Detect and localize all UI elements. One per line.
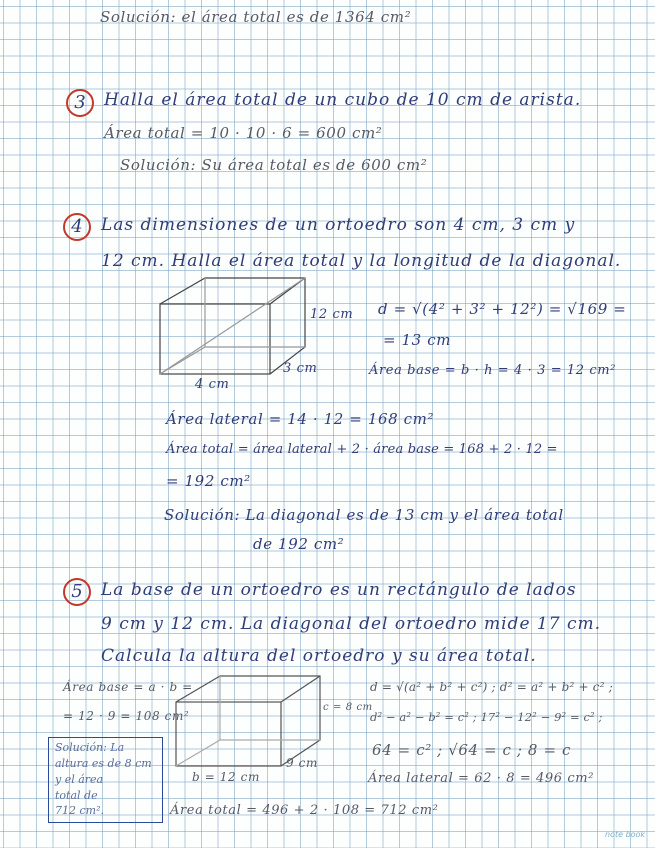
exercise-5-statement-line-1: La base de un ortoedro es un rectángulo de lados — [101, 580, 577, 600]
ex5-width-label: b = 12 cm — [192, 770, 260, 784]
exercise-4-statement-line-1: Las dimensiones de un ortoedro son 4 cm, 3 cm y — [101, 215, 576, 235]
ex5-solution-box-line-3: y el área — [55, 773, 104, 786]
cuboid-exercise-5 — [176, 676, 320, 766]
exercise-3-calculation: Área total = 10 · 10 · 6 = 600 cm² — [104, 124, 383, 142]
ex5-lateral-area: Área lateral = 62 · 8 = 496 cm² — [368, 771, 595, 786]
ex5-base-area-line-1: Área base = a · b = — [63, 680, 193, 694]
ex4-lateral-area: Área lateral = 14 · 12 = 168 cm² — [166, 410, 435, 428]
ex4-total-area-line-2: = 192 cm² — [166, 472, 251, 490]
ex4-total-area-line-1: Área total = área lateral + 2 · área base = 168 + 2 · 12 = — [166, 442, 558, 457]
cuboid-exercise-4 — [160, 278, 305, 374]
ex4-diagonal-line-2: = 13 cm — [383, 331, 452, 349]
ex5-base-area-line-2: = 12 · 9 = 108 cm² — [63, 709, 190, 723]
ex5-height-label: c = 8 cm — [323, 702, 373, 713]
ex4-solution-line-2: de 192 cm² — [253, 535, 345, 553]
previous-solution-line: Solución: el área total es de 1364 cm² — [100, 8, 412, 26]
exercise-5-number: 5 — [63, 578, 91, 606]
ex5-solution-box-line-4: total de — [55, 789, 98, 802]
ex4-solution-line-1: Solución: La diagonal es de 13 cm y el área total — [164, 506, 564, 524]
ex4-depth-label: 3 cm — [283, 361, 318, 376]
exercise-4-statement-line-2: 12 cm. Halla el área total y la longitud de la diagonal. — [101, 251, 622, 271]
exercise-4-number: 4 — [63, 213, 91, 241]
ex5-solution-box-line-5: 712 cm². — [55, 804, 104, 817]
exercise-3-number: 3 — [66, 89, 94, 117]
ex5-solution-box-line-2: altura es de 8 cm — [55, 757, 152, 770]
exercise-3-statement: Halla el área total de un cubo de 10 cm de arista. — [104, 90, 582, 110]
notebook-brand: note book — [605, 830, 646, 839]
exercise-3-solution: Solución: Su área total es de 600 cm² — [120, 156, 428, 174]
ex5-equation-line-3: 64 = c² ; √64 = c ; 8 = c — [372, 741, 571, 759]
ex5-depth-label: 9 cm — [286, 756, 318, 770]
ex5-solution-box — [48, 737, 163, 823]
exercise-5-statement-line-3: Calcula la altura del ortoedro y su área total. — [101, 646, 537, 666]
ex4-height-label: 12 cm — [310, 307, 354, 322]
exercise-5-statement-line-2: 9 cm y 12 cm. La diagonal del ortoedro mide 17 cm. — [101, 614, 601, 634]
ex5-solution-box-line-1: Solución: La — [55, 741, 125, 754]
ex5-equation-line-2: d² − a² − b² = c² ; 17² − 12² − 9² = c² ; — [370, 710, 603, 724]
ex5-total-area: Área total = 496 + 2 · 108 = 712 cm² — [170, 803, 439, 818]
ex5-equation-line-1: d = √(a² + b² + c²) ; d² = a² + b² + c² ; — [370, 680, 613, 694]
ex4-width-label: 4 cm — [195, 377, 230, 392]
ex4-diagonal-line-1: d = √(4² + 3² + 12²) = √169 = — [378, 300, 627, 318]
ex4-base-area: Área base = b · h = 4 · 3 = 12 cm² — [369, 363, 617, 378]
